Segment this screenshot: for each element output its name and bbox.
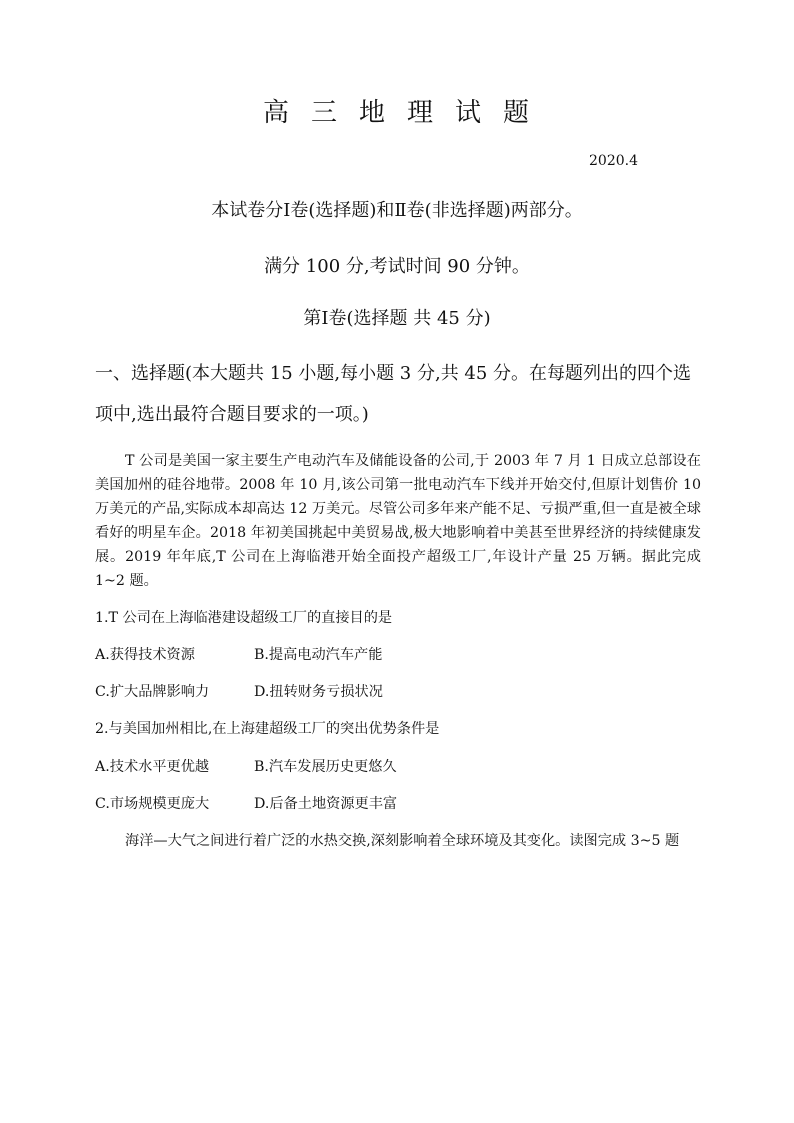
question-2-option-a: A.技术水平更优越 [95, 759, 210, 775]
page-title: 高三地理试题 [262, 98, 551, 128]
section-instruction-line-2: 项中,选出最符合题目要求的一项。) [95, 404, 369, 425]
passage-1: T 公司是美国一家主要生产电动汽车及储能设备的公司,于 2003 年 7 月 1 日成立总部设在美国加州的硅谷地带。2008 年 10 月,该公司第一批电动汽车下线并开始交付,但原计划售价 10 万美元的产品,实际成本却高达 12 万美元。尽管公司多年来产能不足、亏损严重,但一直是被全球看好的明星车企。2018 年初美国挑起中美贸易战,极大地影响着中美甚至世界经济的持续健康发展。2019 年年底,T 公司在上海临港开始全面投产超级工厂,年设计产量 25 万辆。据此完成 1~2 题。 [95, 453, 701, 589]
section-instruction-line-1: 一、选择题(本大题共 15 小题,每小题 3 分,共 45 分。在每题列出的四个选 [95, 363, 692, 384]
passage-2: 海洋—大气之间进行着广泛的水热交换,深刻影响着全球环境及其变化。读图完成 3~5 题 [125, 833, 680, 849]
question-1-option-c: C.扩大品牌影响力 [95, 684, 210, 700]
question-2-option-c: C.市场规模更庞大 [95, 796, 210, 812]
question-2-option-d: D.后备土地资源更丰富 [254, 796, 398, 812]
section-heading: 第Ⅰ卷(选择题 共 45 分) [303, 308, 491, 329]
question-2-stem: 2.与美国加州相比,在上海建超级工厂的突出优势条件是 [95, 721, 440, 737]
question-1-stem: 1.T 公司在上海临港建设超级工厂的直接目的是 [95, 610, 393, 626]
question-2-option-b: B.汽车发展历史更悠久 [254, 759, 397, 775]
exam-date: 2020.4 [589, 153, 638, 169]
question-1-option-b: B.提高电动汽车产能 [254, 647, 383, 663]
question-1-option-a: A.获得技术资源 [95, 647, 195, 663]
intro-line-1: 本试卷分Ⅰ卷(选择题)和Ⅱ卷(非选择题)两部分。 [211, 200, 583, 221]
intro-line-2: 满分 100 分,考试时间 90 分钟。 [264, 256, 530, 277]
question-1-option-d: D.扭转财务亏损状况 [254, 684, 383, 700]
